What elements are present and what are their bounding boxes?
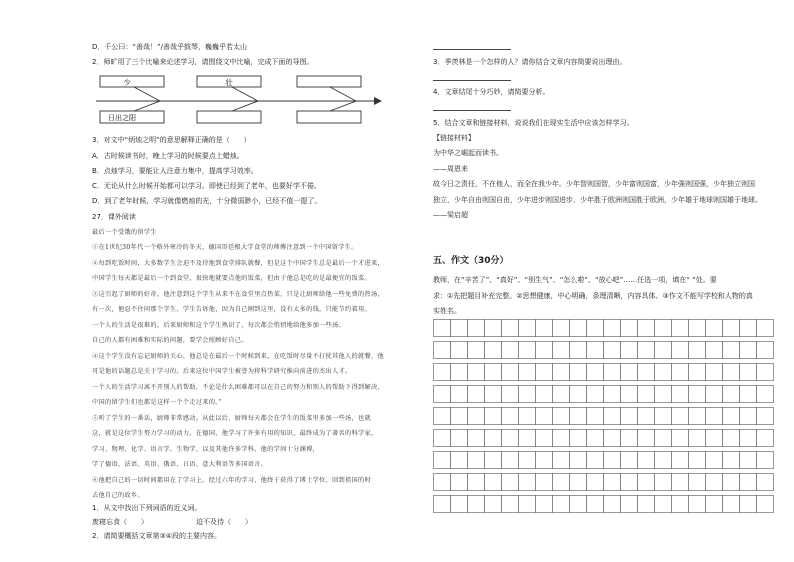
grid-cell[interactable] [638, 496, 655, 513]
grid-cell[interactable] [519, 364, 536, 381]
grid-cell[interactable] [706, 452, 723, 469]
grid-cell[interactable] [502, 364, 519, 381]
grid-cell[interactable] [689, 496, 706, 513]
grid-cell[interactable] [553, 320, 570, 337]
essay-prompt-line: 求：①先把题目补充完整。②思想健康，中心明确，条理清晰，内容具体。③作文不能写学校和人物的真 [433, 292, 753, 300]
grid-cell[interactable] [502, 386, 519, 403]
grid-cell[interactable] [553, 430, 570, 447]
grid-cell[interactable] [638, 386, 655, 403]
grid-cell[interactable] [757, 320, 774, 337]
grid-cell[interactable] [502, 320, 519, 337]
paragraph-line: ⑤听了学生的一番话，厨师非常感动。从此以后，厨师每天都会在学生的饭菜里多加一些汤，也就 [92, 415, 371, 422]
grid-cell[interactable] [723, 408, 740, 425]
grid-cell[interactable] [689, 408, 706, 425]
grid-cell[interactable] [655, 320, 672, 337]
essay-writing-grid[interactable] [433, 319, 783, 547]
grid-cell[interactable] [553, 474, 570, 491]
grid-cell[interactable] [451, 496, 468, 513]
grid-cell[interactable] [757, 408, 774, 425]
paragraph-line: ④这个学生没有忘记厨师的关心，他总是在最后一个时候到来，在吃饭时尽量不打扰其他人的就餐，他 [92, 353, 384, 360]
grid-cell[interactable] [502, 452, 519, 469]
grid-cell[interactable] [706, 474, 723, 491]
grid-cell[interactable] [451, 320, 468, 337]
grid-cell[interactable] [536, 320, 553, 337]
grid-cell[interactable] [655, 342, 672, 359]
grid-cell[interactable] [740, 408, 757, 425]
grid-cell[interactable] [604, 452, 621, 469]
grid-cell[interactable] [587, 320, 604, 337]
grid-cell[interactable] [434, 408, 451, 425]
grid-cell[interactable] [672, 386, 689, 403]
grid-cell[interactable] [706, 408, 723, 425]
grid-cell[interactable] [604, 408, 621, 425]
grid-cell[interactable] [485, 342, 502, 359]
answer-line[interactable] [433, 110, 511, 111]
grid-cell[interactable] [570, 342, 587, 359]
grid-cell[interactable] [434, 452, 451, 469]
grid-cell[interactable] [536, 496, 553, 513]
grid-cell[interactable] [502, 430, 519, 447]
grid-cell[interactable] [587, 474, 604, 491]
grid-cell[interactable] [570, 320, 587, 337]
grid-cell[interactable] [604, 474, 621, 491]
paragraph-line: 可是他的话题总是关于学习的。后来这位中国学生被誉为将科学研究推向前进的杰出人才。 [92, 368, 352, 375]
grid-cell[interactable] [757, 342, 774, 359]
grid-cell[interactable] [485, 386, 502, 403]
grid-cell[interactable] [672, 474, 689, 491]
grid-cell[interactable] [519, 452, 536, 469]
grid-cell[interactable] [468, 320, 485, 337]
grid-cell[interactable] [468, 452, 485, 469]
grid-cell[interactable] [451, 430, 468, 447]
grid-cell[interactable] [723, 496, 740, 513]
grid-cell[interactable] [757, 430, 774, 447]
grid-cell[interactable] [740, 474, 757, 491]
grid-cell[interactable] [638, 320, 655, 337]
grid-cell[interactable] [570, 474, 587, 491]
grid-cell[interactable] [519, 342, 536, 359]
grid-cell[interactable] [757, 496, 774, 513]
answer-line[interactable] [433, 49, 511, 50]
grid-cell[interactable] [553, 386, 570, 403]
grid-cell[interactable] [434, 342, 451, 359]
grid-cell[interactable] [723, 474, 740, 491]
grid-cell[interactable] [468, 342, 485, 359]
thought-map-diagram [92, 70, 382, 128]
link-author-1: ——周恩来 [433, 165, 468, 173]
grid-cell[interactable] [655, 364, 672, 381]
grid-cell[interactable] [451, 342, 468, 359]
grid-cell[interactable] [757, 386, 774, 403]
grid-cell[interactable] [706, 386, 723, 403]
grid-cell[interactable] [655, 408, 672, 425]
diagram-box-bottom-2 [197, 111, 261, 123]
grid-cell[interactable] [536, 364, 553, 381]
grid-cell[interactable] [587, 496, 604, 513]
paragraph-line: ⑥他把自己的一切时间都用在了学习上。经过六年的学习，他终于获得了博士学位，回到祖国的时 [92, 477, 371, 484]
grid-cell[interactable] [604, 320, 621, 337]
grid-cell[interactable] [502, 496, 519, 513]
grid-cell[interactable] [468, 430, 485, 447]
grid-cell[interactable] [621, 496, 638, 513]
essay-prompt-line: 实姓名。 [433, 307, 461, 315]
grid-cell[interactable] [723, 386, 740, 403]
grid-cell[interactable] [706, 496, 723, 513]
grid-cell[interactable] [570, 408, 587, 425]
grid-cell[interactable] [553, 342, 570, 359]
diagram-label-2: 壮 [225, 78, 233, 87]
paragraph-line: ①在1世纪30年代一个格外寒冷的冬天，德国哥廷根大学食堂的师傅注意到一个中国留学生。 [92, 244, 358, 251]
article-title: 最后一个受饿的留学生 [92, 229, 157, 236]
grid-cell[interactable] [655, 430, 672, 447]
grid-cell[interactable] [485, 320, 502, 337]
grid-cell[interactable] [757, 364, 774, 381]
grid-cell[interactable] [723, 320, 740, 337]
grid-cell[interactable] [570, 452, 587, 469]
grid-cell[interactable] [434, 386, 451, 403]
grid-cell[interactable] [536, 408, 553, 425]
essay-prompt-line: 教师，在“辛苦了”、“真好”、“别生气”、“怎么啦”、“放心吧”……任选一项，填在“ ”处。要 [433, 276, 717, 284]
grid-cell[interactable] [519, 430, 536, 447]
grid-cell[interactable] [655, 386, 672, 403]
grid-cell[interactable] [553, 452, 570, 469]
grid-cell[interactable] [519, 386, 536, 403]
question-3: 3．对文中“炳烛之明”的意思解释正确的是（ ） [92, 136, 251, 144]
grid-cell[interactable] [553, 408, 570, 425]
grid-cell[interactable] [451, 408, 468, 425]
grid-cell[interactable] [604, 342, 621, 359]
grid-cell[interactable] [434, 430, 451, 447]
question-3-right: 3．季羡林是一个怎样的人？请你结合文章内容简要说出理由。 [433, 58, 627, 66]
grid-cell[interactable] [621, 386, 638, 403]
grid-cell[interactable] [502, 342, 519, 359]
grid-cell[interactable] [621, 408, 638, 425]
diagram-box-top-1 [100, 76, 164, 87]
grid-cell[interactable] [604, 430, 621, 447]
paragraph-line: 中国的留学生们也都是这样一个个走过来的。” [92, 399, 223, 406]
grid-cell[interactable] [740, 320, 757, 337]
grid-cell[interactable] [468, 408, 485, 425]
grid-cell[interactable] [536, 474, 553, 491]
grid-cell[interactable] [689, 342, 706, 359]
grid-cell[interactable] [451, 386, 468, 403]
grid-cell[interactable] [468, 474, 485, 491]
question-2: 2．师旷用了三个比喻来论述学习，请围绕文中比喻，完成下面的导图。 [92, 58, 314, 66]
grid-cell[interactable] [689, 474, 706, 491]
paragraph-line: 有一次，他忍不住问那个学生。学生告诉他，因为自己刚到这里，没有太多的钱，只能节约着用。 [92, 306, 371, 313]
grid-cell[interactable] [638, 452, 655, 469]
grid-cell[interactable] [672, 408, 689, 425]
section-5-heading: 五、作文（30分） [433, 256, 509, 266]
grid-cell[interactable] [604, 364, 621, 381]
link-author-2: ——梁启超 [433, 211, 468, 219]
grid-cell[interactable] [723, 430, 740, 447]
paragraph-line: ②每到吃饭时间，大多数学生会迫不及待地到食堂排队就餐，但是这个中国学生总是最后一个才进来， [92, 260, 384, 267]
grid-cell[interactable] [672, 452, 689, 469]
grid-cell[interactable] [519, 474, 536, 491]
grid-cell[interactable] [706, 430, 723, 447]
diagram-box-bottom-3 [297, 111, 361, 123]
diagram-label-1: 少 [123, 78, 131, 87]
grid-cell[interactable] [570, 386, 587, 403]
sub-question-1: 1．从文中找出下列词语的近义词。 [92, 504, 202, 512]
grid-cell[interactable] [434, 364, 451, 381]
paragraph-line: 中国学生每天都是最后一个到食堂，很快地就要点他的饭菜，但由于他总是吃的是最便宜的饭菜。 [92, 275, 371, 282]
paragraph-line: 这，就是这位学生努力学习的动力。在德国，他学习了许多有用的知识，最终成为了著名的科学家， [92, 430, 378, 437]
grid-cell[interactable] [536, 386, 553, 403]
grid-cell[interactable] [485, 496, 502, 513]
grid-cell[interactable] [672, 364, 689, 381]
grid-cell[interactable] [519, 320, 536, 337]
grid-cell[interactable] [502, 474, 519, 491]
question-27: 27．课外阅读 [92, 213, 136, 221]
grid-cell[interactable] [706, 342, 723, 359]
grid-cell[interactable] [485, 430, 502, 447]
grid-cell[interactable] [468, 386, 485, 403]
paragraph-line: ③这引起了厨师的好奇。他注意到这个学生从来不在食堂里点热菜，只是让厨师给他一些免费的热汤， [92, 291, 384, 298]
grid-cell[interactable] [570, 430, 587, 447]
grid-cell[interactable] [519, 496, 536, 513]
grid-cell[interactable] [587, 408, 604, 425]
link-body-line: 故今日之责任，不在他人，而全在我少年。少年智则国智，少年富则国富，少年强则国强，少年独立则国 [433, 180, 755, 188]
grid-cell[interactable] [451, 452, 468, 469]
diagram-box-top-3 [297, 76, 361, 87]
grid-cell[interactable] [621, 342, 638, 359]
paragraph-line: 学习、物理、化学、语言学、生物学、以及其他许多学科，他的学问十分渊博， [92, 446, 320, 453]
grid-cell[interactable] [536, 452, 553, 469]
grid-cell[interactable] [570, 364, 587, 381]
grid-cell[interactable] [672, 342, 689, 359]
grid-cell[interactable] [689, 452, 706, 469]
grid-cell[interactable] [638, 474, 655, 491]
grid-cell[interactable] [672, 430, 689, 447]
grid-cell[interactable] [638, 364, 655, 381]
grid-cell[interactable] [723, 452, 740, 469]
grid-cell[interactable] [757, 452, 774, 469]
grid-cell[interactable] [434, 496, 451, 513]
grid-cell[interactable] [519, 408, 536, 425]
grid-cell[interactable] [740, 430, 757, 447]
grid-cell[interactable] [451, 474, 468, 491]
grid-cell[interactable] [587, 452, 604, 469]
grid-cell[interactable] [689, 364, 706, 381]
grid-cell[interactable] [740, 386, 757, 403]
grid-cell[interactable] [621, 430, 638, 447]
grid-cell[interactable] [485, 408, 502, 425]
grid-cell[interactable] [740, 342, 757, 359]
question-4: 4．文章结尾十分巧妙，请简要分析。 [433, 88, 550, 96]
link-intro: 为中华之崛起而读书。 [433, 149, 503, 157]
q3-option-a[interactable]: A．古时候读书时，晚上学习的时候要点上蜡烛。 [92, 152, 244, 160]
paragraph-line: 一个人的生活学习离不开别人的帮助，不论是什么困难都可以在自己的努力和别人的帮助下得到解决， [92, 384, 384, 391]
grid-cell[interactable] [706, 320, 723, 337]
diagram-label-4: 日出之阳 [108, 114, 136, 122]
question-d-option: D．千公曰：“善哉！”/善哉乎鼓琴，巍巍乎若太山 [92, 43, 248, 51]
grid-cell[interactable] [434, 474, 451, 491]
grid-cell[interactable] [553, 364, 570, 381]
grid-cell[interactable] [570, 496, 587, 513]
grid-cell[interactable] [604, 496, 621, 513]
grid-cell[interactable] [621, 474, 638, 491]
grid-cell[interactable] [587, 430, 604, 447]
answer-line[interactable] [433, 80, 511, 81]
grid-cell[interactable] [689, 320, 706, 337]
grid-cell[interactable] [655, 452, 672, 469]
grid-cell[interactable] [587, 342, 604, 359]
grid-cell[interactable] [502, 408, 519, 425]
paragraph-line: 自己的人都有困难和实际的问题，要学会照顾好自己。 [92, 337, 248, 344]
grid-cell[interactable] [638, 430, 655, 447]
grid-cell[interactable] [655, 474, 672, 491]
grid-cell[interactable] [723, 364, 740, 381]
grid-cell[interactable] [485, 474, 502, 491]
sub-question-2: 2．请简要概括文章第③④段的主要内容。 [92, 532, 222, 540]
grid-cell[interactable] [706, 364, 723, 381]
grid-cell[interactable] [621, 364, 638, 381]
grid-cell[interactable] [740, 452, 757, 469]
grid-cell[interactable] [468, 496, 485, 513]
grid-cell[interactable] [587, 364, 604, 381]
grid-cell[interactable] [740, 496, 757, 513]
grid-cell[interactable] [536, 342, 553, 359]
grid-cell[interactable] [672, 320, 689, 337]
paragraph-line: 去他自己的故乡。 [92, 492, 144, 499]
grid-cell[interactable] [553, 496, 570, 513]
paragraph-line: 一个人的生活是很难的。后来厨师和这个学生熟识了，每次都会悄悄地给他多加一些汤。 [92, 322, 346, 329]
grid-cell[interactable] [536, 430, 553, 447]
grid-cell[interactable] [587, 386, 604, 403]
link-material-title: 【链接材料】 [433, 134, 475, 142]
q3-option-d[interactable]: D．到了老年时候，学习就像燃烛的光，十分微弱渺小，已经不值一提了。 [92, 197, 322, 205]
grid-cell[interactable] [638, 408, 655, 425]
grid-cell[interactable] [672, 496, 689, 513]
grid-cell[interactable] [468, 364, 485, 381]
q3-option-c[interactable]: C．无论从什么时候开始都可以学习。即使已经到了老年，也要好学不倦。 [92, 182, 321, 190]
grid-cell[interactable] [638, 342, 655, 359]
paragraph-line: 学了德语、法语、英语、俄语、日语、意大利语等多国语言。 [92, 461, 268, 468]
grid-cell[interactable] [451, 364, 468, 381]
grid-cell[interactable] [757, 474, 774, 491]
link-body-line: 独立，少年自由则国自由，少年进步则国进步，少年胜于欧洲则国胜于欧洲，少年雄于地球则国雄于地球。 [433, 196, 762, 204]
grid-cell[interactable] [621, 320, 638, 337]
q3-option-b[interactable]: B．点烛学习，要能让人注意力集中，提高学习效率。 [92, 167, 258, 175]
grid-cell[interactable] [604, 386, 621, 403]
grid-cell[interactable] [621, 452, 638, 469]
sub1-item-2[interactable]: 迫不及待（ ） [196, 518, 252, 526]
grid-cell[interactable] [723, 342, 740, 359]
grid-cell[interactable] [655, 496, 672, 513]
question-5: 5．结合文章和链接材料，说说我们在现实生活中应该怎样学习。 [433, 119, 634, 127]
sub1-item-1[interactable]: 废寝忘食（ ） [92, 518, 148, 526]
grid-cell[interactable] [689, 430, 706, 447]
grid-cell[interactable] [485, 364, 502, 381]
grid-cell[interactable] [740, 364, 757, 381]
grid-cell[interactable] [689, 386, 706, 403]
grid-cell[interactable] [485, 452, 502, 469]
grid-cell[interactable] [434, 320, 451, 337]
